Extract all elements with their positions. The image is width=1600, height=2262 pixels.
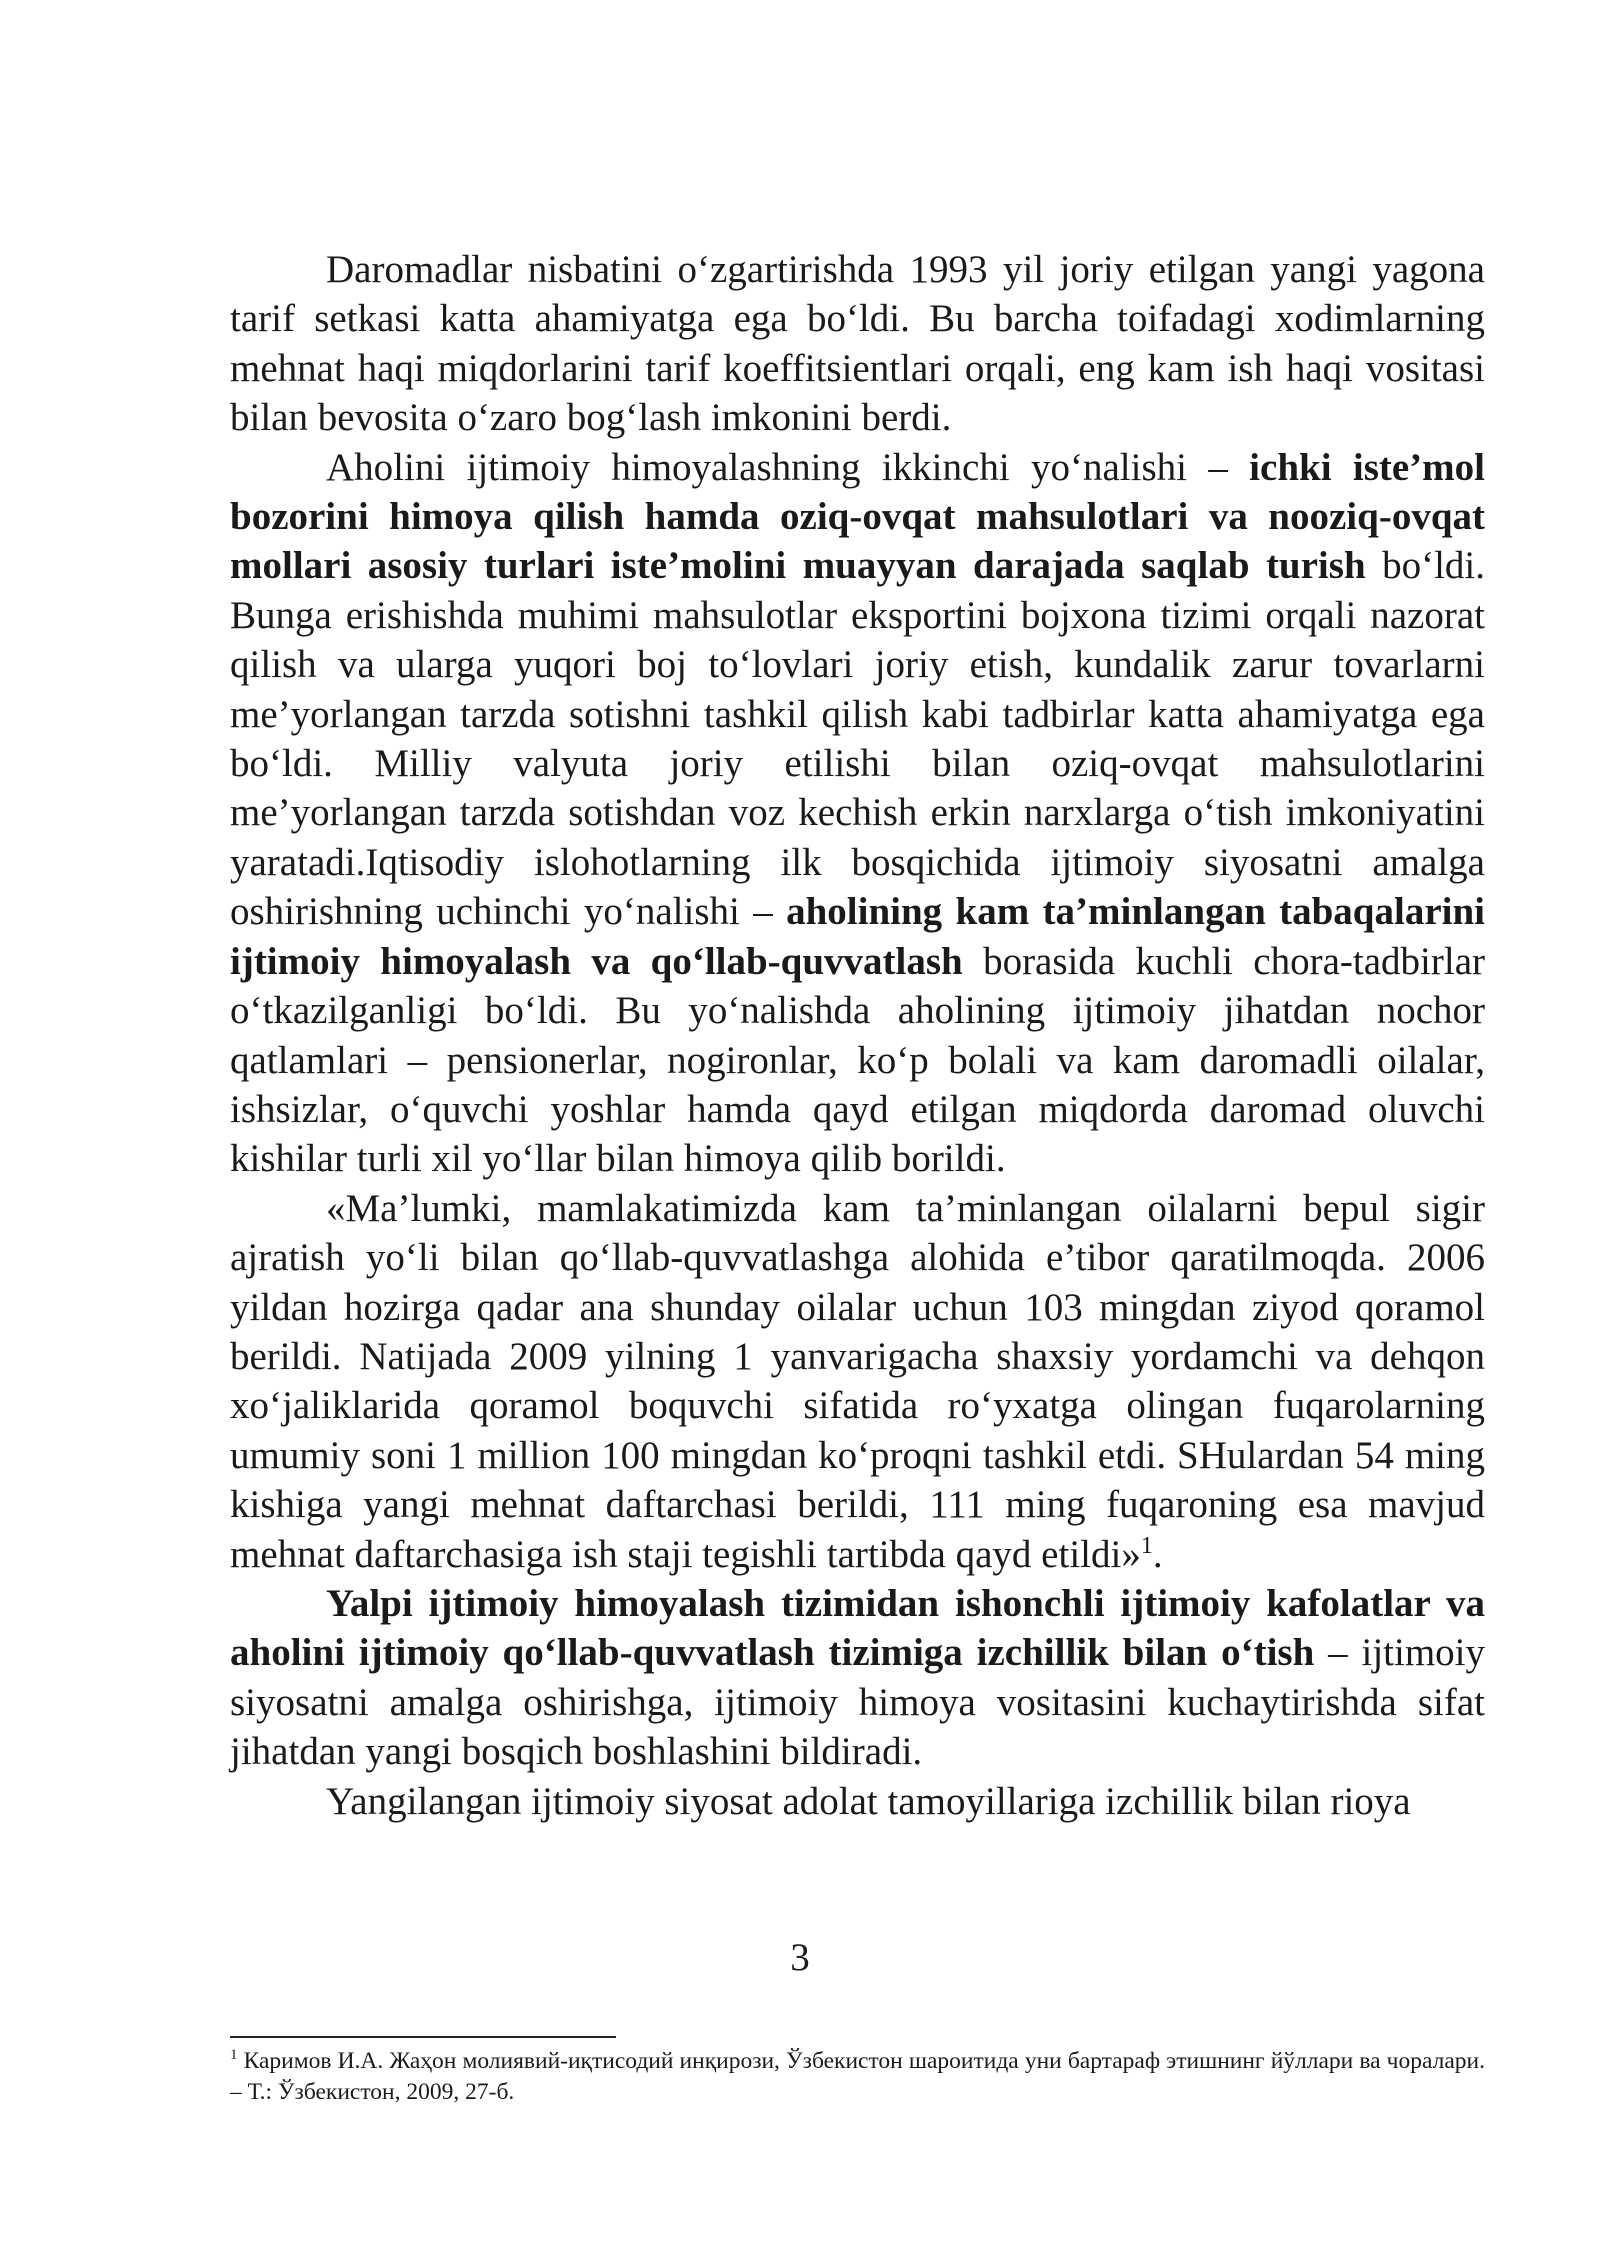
bold-text-run: ichki iste’mol bozorini himoya qilish hamda oziq-ovqat mahsulotlari va nooziq-ovqat mollari asosiy turlari iste’molini muayyan darajada saqlab turish [230, 445, 1485, 588]
text-run: Yangilangan ijtimoiy siyosat adolat tamoyillariga izchillik bilan rioya [326, 1779, 1411, 1823]
page-number: 3 [790, 1936, 810, 1979]
footnote [230, 2046, 1485, 2108]
bold-text-run: Yalpi ijtimoiy himoyalash tizimidan ishonchli ijtimoiy kafolatlar va aholini ijtimoiy qo‘llab-quvvatlash tizimiga izchillik bilan o‘tish [230, 1581, 1485, 1675]
main-text [230, 245, 1485, 1826]
text-run: borasida kuchli chora-tadbirlar o‘tkazilganligi bo‘ldi. Bu yo‘nalishda aholining ijtimoiy jihatdan nochor qatlamlari – pensionerlar, nogironlar, ko‘p bolali va kam daromadli oilalar, ishsizlar, o‘quvchi yoshlar hamda qayd etilgan miqdorda daromad oluvchi kishilar turli xil yo‘llar bilan himoya qilib borildi. [230, 939, 1486, 1181]
paragraph [230, 1777, 1485, 1826]
footnote-divider [230, 2036, 616, 2038]
paragraph [230, 1184, 1485, 1579]
footnote-text: Каримов И.А. Жаҳон молиявий-иқтисодий инқирози, Ўзбекистон шароитида уни бартараф этишнинг йўллари ва чоралари. – Т.: Ўзбекистон, 2009, 27-б. [230, 2048, 1485, 2105]
paragraph [230, 1579, 1485, 1777]
paragraph [230, 443, 1485, 1184]
text-run: «Ma’lumki, mamlakatimizda kam ta’minlangan oilalarni bepul sigir ajratish yo‘li bilan qo‘llab-quvvatlashga alohida e’tibor qaratilmoqda. 2006 yildan hozirga qadar ana shunday oilalar uchun 103 mingdan ziyod qoramol berildi. Natijada 2009 yilning 1 yanvarigacha shaxsiy yordamchi va dehqon xo‘jaliklarida qoramol boquvchi sifatida ro‘yxatga olingan fuqarolarning umumiy soni 1 million 100 mingdan ko‘proqni tashkil etdi. SHulardan 54 ming kishiga yangi mehnat daftarchasi berildi, 111 ming fuqaroning esa mavjud mehnat daftarchasiga ish staji tegishli tartibda qayd etildi» [230, 1186, 1485, 1576]
text-run: bo‘ldi. Bunga erishishda muhimi mahsulotlar eksportini bojxona tizimi orqali nazorat qilish va ularga yuqori boj to‘lovlari joriy etish, kundalik zarur tovarlarni me’yorlangan tarzda sotishni tashkil qilish kabi tadbirlar katta ahamiyatga ega bo‘ldi. Milliy valyuta joriy etilishi bilan oziq-ovqat mahsulotlarini me’yorlangan tarzda sotishdan voz kechish erkin narxlarga o‘tish imkoniyatini yaratadi.Iqtisodiy islohotlarning ilk bosqichida ijtimoiy siyosatni amalga oshirishning uchinchi yo‘nalishi – [230, 544, 1485, 934]
footnote-reference[interactable]: 1 [1140, 1532, 1153, 1559]
text-run: Aholini ijtimoiy himoyalashning ikkinchi yo‘nalishi – [326, 445, 1250, 489]
text-run: . [1152, 1532, 1163, 1576]
text-run: Daromadlar nisbatini o‘zgartirishda 1993 yil joriy etilgan yangi yagona tarif setkasi katta ahamiyatga ega bo‘ldi. Bu barcha toifadagi xodimlarning mehnat haqi miqdorlarini tarif koeffitsientlari orqali, eng kam ish haqi vositasi bilan bevosita o‘zaro bog‘lash imkonini berdi. [230, 248, 1485, 440]
bold-text-run: aholining kam ta’minlangan tabaqalarini ijtimoiy himoyalash va qo‘llab-quvvatlash [230, 890, 1485, 983]
footnote-marker: 1 [230, 2047, 238, 2064]
paragraph [230, 245, 1485, 443]
text-run: – ijtimoiy siyosatni amalga oshirishga, ijtimoiy himoya vositasini kuchaytirishda sifat jihatdan yangi bosqich boshlashini bildiradi. [230, 1631, 1486, 1774]
